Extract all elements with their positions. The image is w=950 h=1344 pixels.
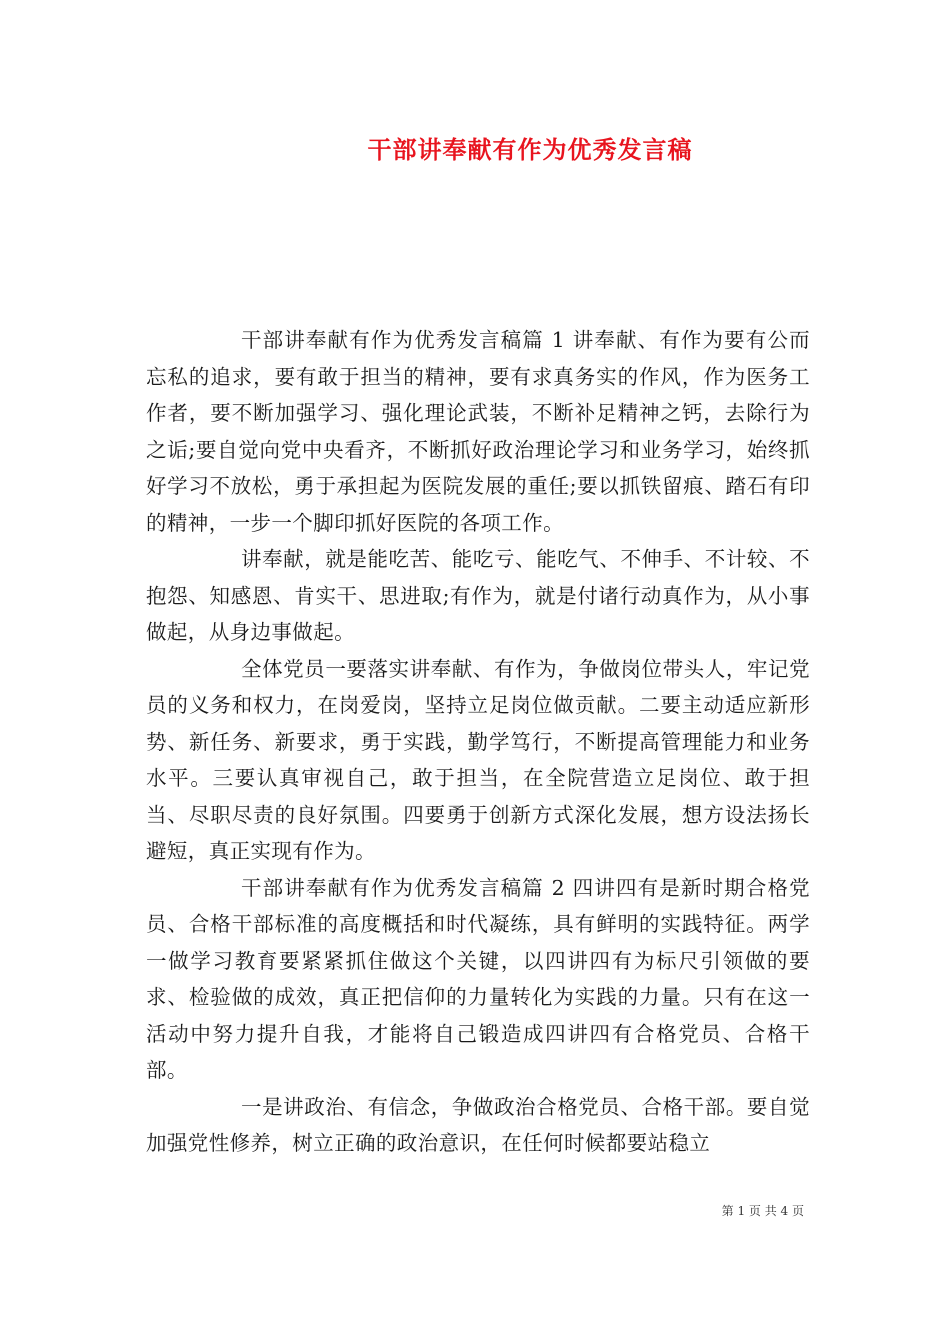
paragraph-3: 全体党员一要落实讲奉献、有作为，争做岗位带头人，牢记党员的义务和权力，在岗爱岗，坚持立足岗位做贡献。二要主动适应新形势、新任务、新要求，勇于实践，勤学笃行，不断提高管理能力和业务水平。三要认真审视自己，敢于担当，在全院营造立足岗位、敢于担当、尽职尽责的良好氛围。四要勇于创新方式深化发展，想方设法扬长避短，真正实现有作为。 [146, 656, 810, 863]
paragraph-2: 讲奉献，就是能吃苦、能吃亏、能吃气、不伸手、不计较、不抱怨、知感恩、肯实干、思进取;有作为，就是付诸行动真作为，从小事做起，从身边事做起。 [146, 547, 810, 644]
paragraph-5: 一是讲政治、有信念，争做政治合格党员、合格干部。要自觉加强党性修养，树立正确的政治意识，在任何时候都要站稳立 [146, 1094, 810, 1155]
paragraph-4: 干部讲奉献有作为优秀发言稿篇 2 四讲四有是新时期合格党员、合格干部标准的高度概括和时代凝练，具有鲜明的实践特征。两学一做学习教育要紧紧抓住做这个关键，以四讲四有为标尺引领做的要求、检验做的成效，真正把信仰的力量转化为实践的力量。只有在这一活动中努力提升自我，才能将自己锻造成四讲四有合格党员、合格干部。 [146, 875, 810, 1082]
document-title: 干部讲奉献有作为优秀发言稿 [367, 135, 693, 164]
page-number-footer: 第 1 页 共 4 页 [721, 1204, 804, 1218]
document-body [146, 322, 810, 1162]
paragraph-1: 干部讲奉献有作为优秀发言稿篇 1 讲奉献、有作为要有公而忘私的追求，要有敢于担当的精神，要有求真务实的作风，作为医务工作者，要不断加强学习、强化理论武装，不断补足精神之钙，去除行为之诟;要自觉向党中央看齐，不断抓好政治理论学习和业务学习，始终抓好学习不放松，勇于承担起为医院发展的重任;要以抓铁留痕、踏石有印的精神，一步一个脚印抓好医院的各项工作。 [146, 328, 810, 535]
